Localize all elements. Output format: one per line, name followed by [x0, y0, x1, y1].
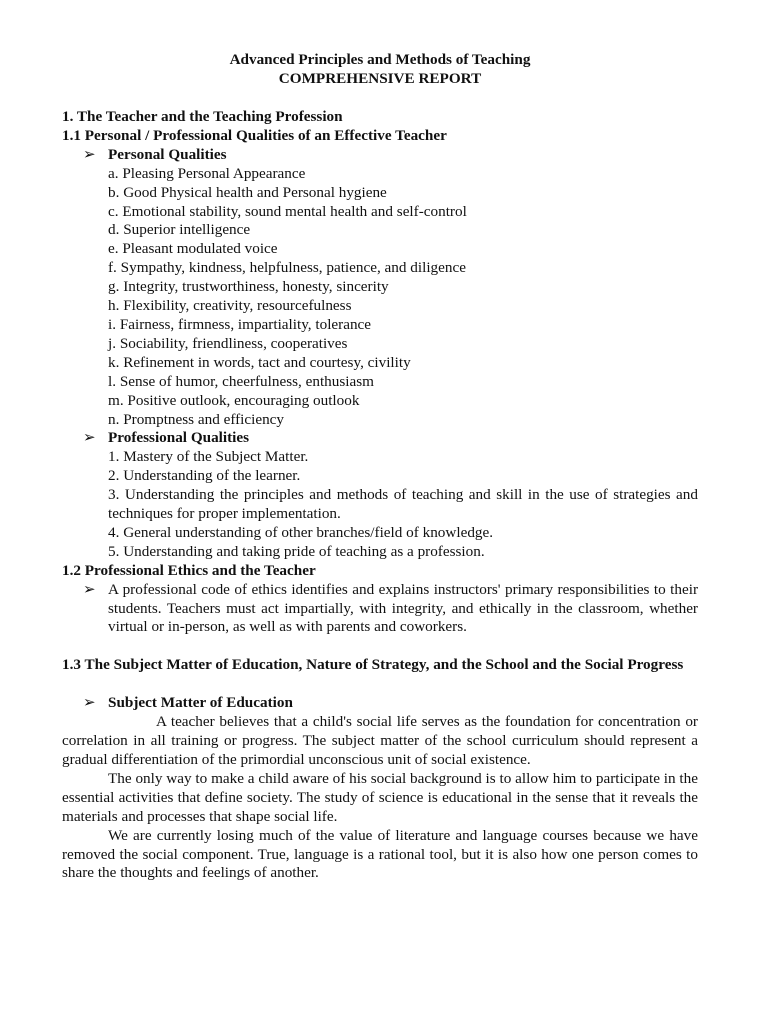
spacer — [62, 637, 698, 656]
section-heading: 1. The Teacher and the Teaching Profession — [62, 108, 343, 125]
list-item: k. Refinement in words, tact and courtesy, civility — [108, 353, 411, 371]
subsection-heading-1-1: 1.1 Personal / Professional Qualities of an Effective Teacher — [62, 126, 447, 144]
list-item: e. Pleasant modulated voice — [108, 240, 278, 258]
document-title: Advanced Principles and Methods of Teaching — [229, 51, 531, 68]
list-item: l. Sense of humor, cheerfulness, enthusiasm — [108, 372, 374, 390]
subject-matter-heading — [62, 694, 698, 713]
arrow-bullet-icon: ➢ — [83, 694, 96, 712]
spacer — [62, 675, 698, 694]
document-header — [0, 51, 760, 89]
list-item: m. Positive outlook, encouraging outlook — [108, 391, 360, 409]
arrow-bullet-icon: ➢ — [83, 580, 96, 598]
arrow-bullet-icon: ➢ — [83, 429, 96, 447]
list-item: 3. Understanding the principles and methods of teaching and skill in the use of strategies and techniques for proper implementation. — [108, 486, 698, 523]
list-item: 5. Understanding and taking pride of teaching as a profession. — [108, 542, 485, 560]
subsection-heading-1-3: 1.3 The Subject Matter of Education, Nature of Strategy, and the School and the Social Progress — [62, 656, 684, 674]
subsection-heading-1-2: 1.2 Professional Ethics and the Teacher — [62, 561, 316, 579]
list-item: i. Fairness, firmness, impartiality, tolerance — [108, 315, 372, 333]
arrow-bullet-icon: ➢ — [83, 145, 96, 163]
list-item: d. Superior intelligence — [108, 221, 251, 239]
document-body — [62, 108, 698, 883]
list-item: f. Sympathy, kindness, helpfulness, patience, and diligence — [108, 259, 466, 277]
professional-qualities-label: Professional Qualities — [108, 429, 250, 447]
personal-qualities-heading — [62, 146, 698, 165]
list-item: b. Good Physical health and Personal hygiene — [108, 183, 387, 201]
personal-qualities-label: Personal Qualities — [108, 145, 227, 163]
paragraph: We are currently losing much of the value of literature and language courses because we have removed the social component. True, language is a rational tool, but it is also how one person comes to share the thoughts and feelings of another. — [62, 826, 698, 882]
paragraph: The only way to make a child aware of his social background is to allow him to participate in the essential activities that define society. The study of science is educational in the sense that it reveals the materials and processes that shape social life. — [62, 769, 698, 825]
list-item: 4. General understanding of other branches/field of knowledge. — [108, 523, 494, 541]
document-subtitle: COMPREHENSIVE REPORT — [278, 69, 482, 87]
list-item: j. Sociability, friendliness, cooperatives — [108, 334, 348, 352]
list-item: h. Flexibility, creativity, resourcefulness — [108, 297, 352, 315]
list-item: n. Promptness and efficiency — [108, 410, 285, 428]
list-item: c. Emotional stability, sound mental health and self-control — [108, 202, 467, 220]
ethics-text: A professional code of ethics identifies and explains instructors' primary responsibilities to their students. Teachers must act impartially, with integrity, and ethically in the classroom, whether virtual or in-person, as well as with parents and coworkers. — [108, 580, 698, 636]
professional-qualities-list — [62, 448, 698, 561]
list-item: 2. Understanding of the learner. — [108, 467, 301, 485]
personal-qualities-list — [62, 165, 698, 430]
subject-matter-label: Subject Matter of Education — [108, 694, 293, 712]
list-item: g. Integrity, trustworthiness, honesty, sincerity — [108, 278, 389, 296]
ethics-bullet — [62, 581, 698, 638]
professional-qualities-heading — [62, 429, 698, 448]
list-item: 1. Mastery of the Subject Matter. — [108, 448, 309, 466]
paragraph: A teacher believes that a child's social life serves as the foundation for concentration or correlation in all training or progress. The subject matter of the school curriculum should represent a gradual differentiation of the primordial unconscious unit of social existence. — [62, 713, 698, 768]
list-item: a. Pleasing Personal Appearance — [108, 164, 306, 182]
